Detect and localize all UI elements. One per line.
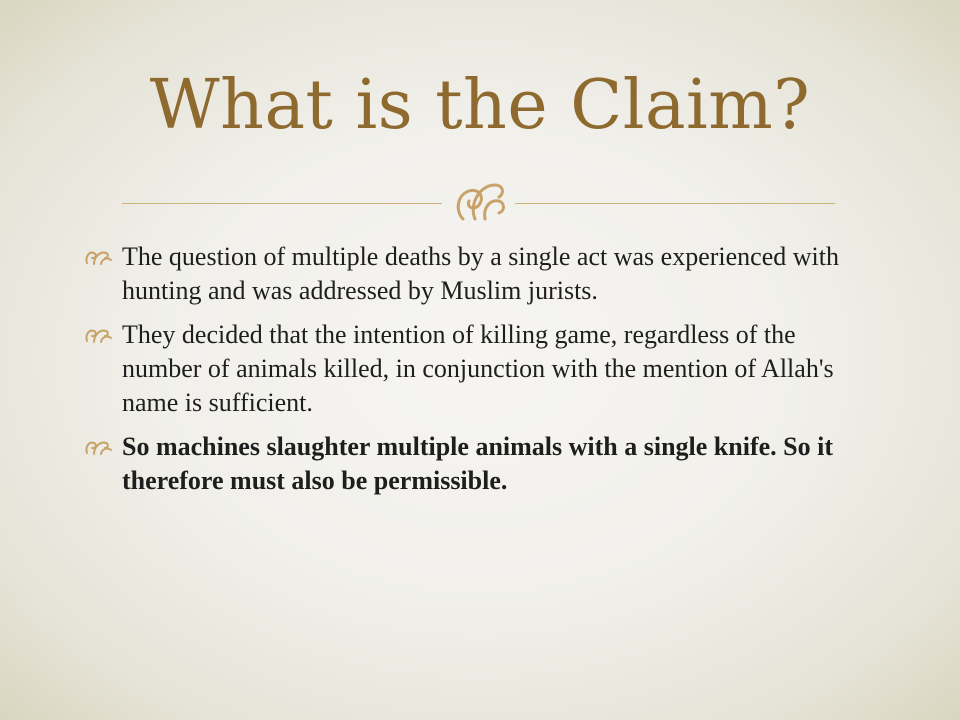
curly-bullet-icon <box>84 325 114 345</box>
bullet-text-2: They decided that the intention of killing game, regardless of the number of animals killed, in conjunction with the mention of Allah's name is sufficient. <box>122 320 834 417</box>
bullet-item-2 <box>84 318 844 420</box>
curly-bullet-icon <box>84 437 114 457</box>
bullet-item-3 <box>84 430 844 498</box>
bullet-item-1 <box>84 240 844 308</box>
title-divider-left <box>122 203 442 204</box>
bullet-text-3: So machines slaughter multiple animals with a single knife. So it therefore must also be permissible. <box>122 432 833 495</box>
slide-title: What is the Claim? <box>149 66 811 145</box>
curly-bullet-icon <box>84 247 114 267</box>
bullet-list <box>84 240 844 508</box>
ornamental-swirl-icon <box>449 175 511 227</box>
bullet-text-1: The question of multiple deaths by a single act was experienced with hunting and was addressed by Muslim jurists. <box>122 242 839 305</box>
title-divider-right <box>515 203 835 204</box>
